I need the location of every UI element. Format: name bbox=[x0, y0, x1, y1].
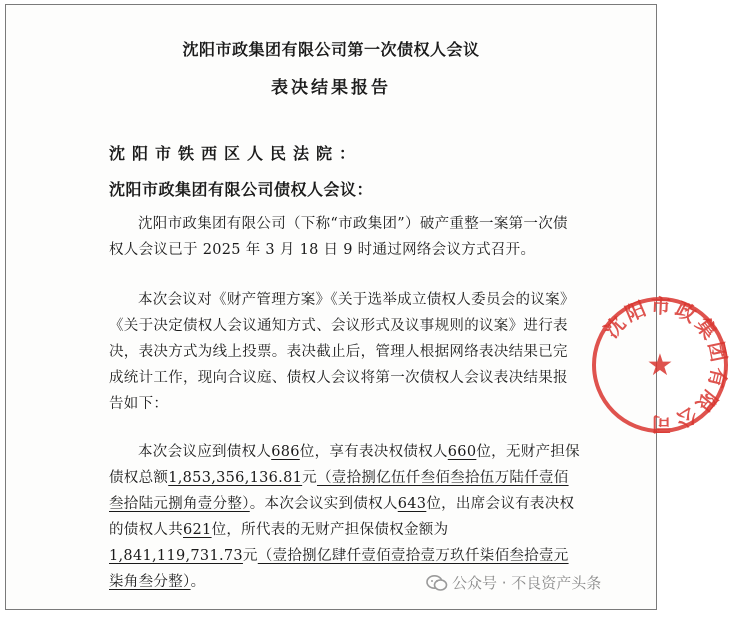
paragraph-voting-items: 本次会议对《财产管理方案》《关于选举成立债权人委员会的议案》《关于决定债权人会议通知方式、会议形式及议事规则的议案》进行表决，表决方式为线上投票。表决截止后，管理人根据网络表决结果已完成统计工作，现向合议庭、债权人会议将第一次债权人会议表决结果报告如下： bbox=[109, 292, 575, 412]
present-claim-amount-words: （壹拾捌亿肆仟壹佰壹拾壹万玖仟柒佰叁拾壹元柒角叁分整） bbox=[109, 548, 569, 590]
addressee-meeting: 沈阳市政集团有限公司债权人会议： bbox=[109, 180, 374, 199]
text-segment: 。本次会议实到债权人 bbox=[249, 496, 398, 512]
total-claim-amount-words: （壹拾捌亿伍仟叁佰叁拾伍万陆仟壹佰叁拾陆元捌角壹分整） bbox=[109, 470, 569, 512]
text-segment: 位，所代表的无财产担保债权金额为 bbox=[211, 522, 449, 538]
wechat-official-account-icon bbox=[426, 574, 448, 592]
text-segment: 位，无财产担保债权总额 bbox=[109, 444, 580, 486]
svg-text:沈阳市政集团有限公司: 沈阳市政集团有限公司 bbox=[599, 293, 732, 437]
present-claim-amount: 1,841,119,731.73 bbox=[109, 548, 243, 564]
text-segment: 位，出席会议有表决权的债权人共 bbox=[109, 496, 575, 538]
document-page bbox=[5, 4, 732, 610]
paragraph-meeting-info: 沈阳市政集团有限公司（下称“市政集团”）破产重整一案第一次债权人会议已于 2025 年 3 月 18 日 9 时通过网络会议方式召开。 bbox=[109, 216, 568, 258]
text-segment: 。 bbox=[190, 574, 206, 590]
watermark bbox=[426, 572, 601, 593]
addressee-court: 沈阳市铁西区人民法院： bbox=[109, 144, 363, 163]
total-claim-amount: 1,853,356,136.81 bbox=[168, 470, 303, 486]
creditors-due-count: 686 bbox=[271, 444, 300, 460]
document-title: 沈阳市政集团有限公司第一次债权人会议 bbox=[182, 40, 480, 59]
voting-present-count: 621 bbox=[183, 522, 212, 538]
voting-creditors-count: 660 bbox=[447, 444, 477, 460]
company-seal-stamp bbox=[586, 291, 734, 439]
svg-text:★: ★ bbox=[646, 348, 674, 383]
document-subtitle: 表决结果报告 bbox=[271, 78, 391, 98]
text-segment: 本次会议应到债权人 bbox=[138, 444, 272, 460]
text-segment: 元 bbox=[242, 548, 258, 564]
text-segment: 元 bbox=[302, 470, 317, 486]
text-segment: 位，享有表决权债权人 bbox=[299, 444, 448, 460]
watermark-text: 公众号 · 不良资产头条 bbox=[452, 574, 602, 592]
creditors-present-count: 643 bbox=[397, 496, 427, 512]
